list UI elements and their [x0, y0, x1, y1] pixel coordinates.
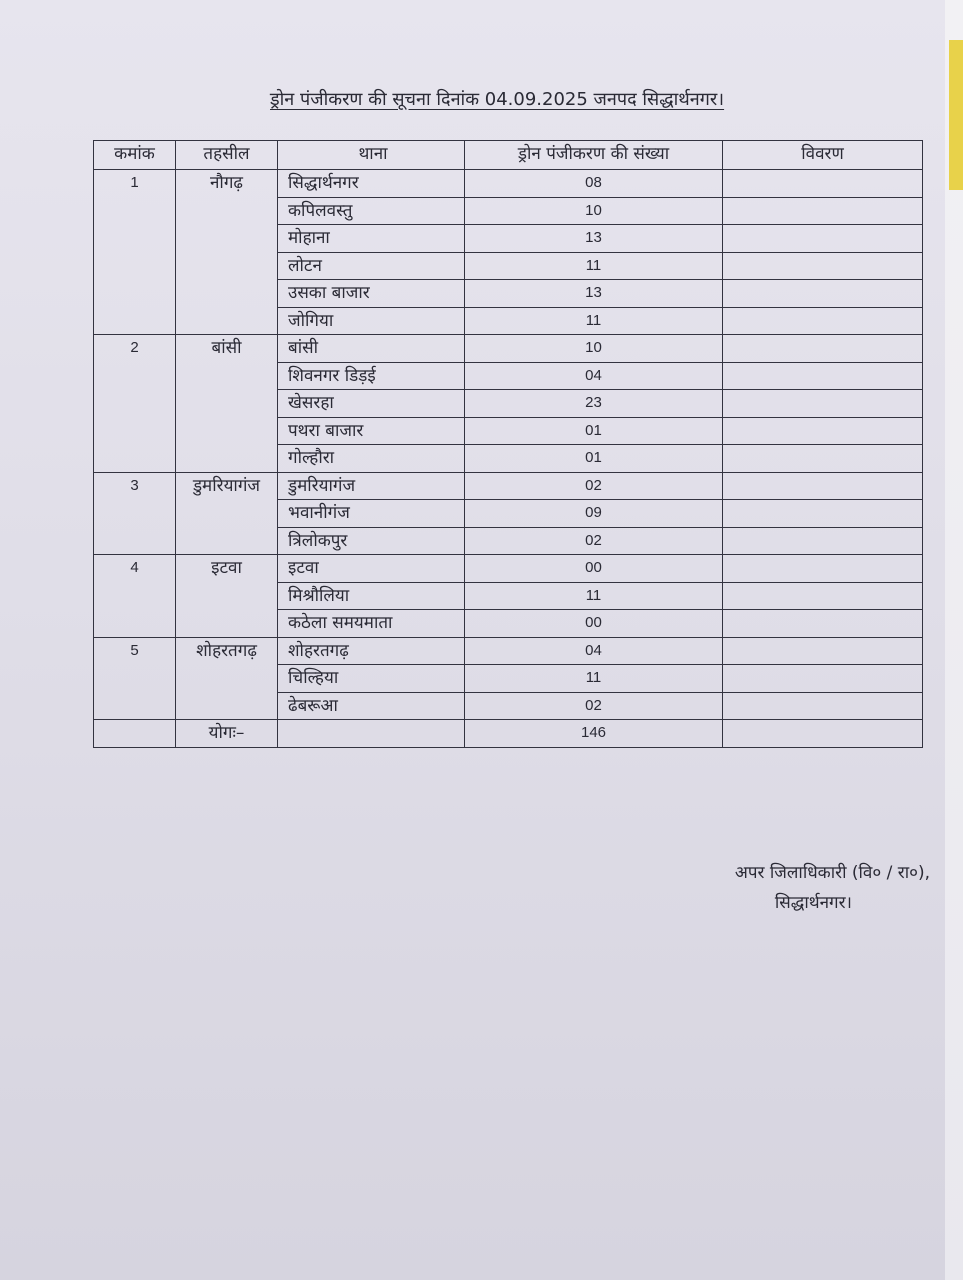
count-cell: 11 [465, 307, 723, 335]
tehsil-cell: नौगढ़ [176, 170, 278, 335]
details-cell [723, 500, 923, 528]
thana-cell: शोहरतगढ़ [278, 637, 465, 665]
total-count-cell: 146 [465, 720, 723, 748]
count-cell: 00 [465, 610, 723, 638]
header-thana: थाना [278, 141, 465, 170]
thana-cell: त्रिलोकपुर [278, 527, 465, 555]
signature-block [690, 858, 930, 918]
thana-cell: लोटन [278, 252, 465, 280]
table-row [94, 555, 923, 583]
serial-cell: 1 [94, 170, 176, 335]
thana-cell: बांसी [278, 335, 465, 363]
count-cell: 10 [465, 197, 723, 225]
count-cell: 23 [465, 390, 723, 418]
count-cell: 02 [465, 472, 723, 500]
table-body [94, 170, 923, 748]
table-row [94, 637, 923, 665]
table-header-row [94, 141, 923, 170]
count-cell: 08 [465, 170, 723, 198]
thana-cell: डुमरियागंज [278, 472, 465, 500]
details-cell [723, 637, 923, 665]
tehsil-cell: इटवा [176, 555, 278, 638]
thana-cell: शिवनगर डिड़ई [278, 362, 465, 390]
page-edge [945, 0, 963, 1280]
count-cell: 04 [465, 362, 723, 390]
serial-cell: 3 [94, 472, 176, 555]
header-count: ड्रोन पंजीकरण की संख्या [465, 141, 723, 170]
thana-cell: गोल्हौरा [278, 445, 465, 473]
count-cell: 11 [465, 252, 723, 280]
thana-cell: कठेला समयमाता [278, 610, 465, 638]
table-row [94, 335, 923, 363]
total-serial-cell [94, 720, 176, 748]
details-cell [723, 417, 923, 445]
signature-designation: अपर जिलाधिकारी (वि० / रा०), [734, 863, 930, 883]
count-cell: 10 [465, 335, 723, 363]
details-cell [723, 472, 923, 500]
header-tehsil: तहसील [176, 141, 278, 170]
total-row [94, 720, 923, 748]
details-cell [723, 335, 923, 363]
details-cell [723, 527, 923, 555]
details-cell [723, 197, 923, 225]
signature-location: सिद्धार्थनगर। [774, 893, 852, 913]
count-cell: 04 [465, 637, 723, 665]
details-cell [723, 555, 923, 583]
details-cell [723, 665, 923, 693]
total-thana-cell [278, 720, 465, 748]
count-cell: 00 [465, 555, 723, 583]
thana-cell: कपिलवस्तु [278, 197, 465, 225]
thana-cell: ढेबरूआ [278, 692, 465, 720]
count-cell: 11 [465, 582, 723, 610]
details-cell [723, 170, 923, 198]
details-cell [723, 280, 923, 308]
count-cell: 01 [465, 445, 723, 473]
table-row [94, 170, 923, 198]
tehsil-cell: बांसी [176, 335, 278, 473]
thana-cell: मिश्रौलिया [278, 582, 465, 610]
count-cell: 13 [465, 225, 723, 253]
serial-cell: 4 [94, 555, 176, 638]
thana-cell: सिद्धार्थनगर [278, 170, 465, 198]
yellow-paper-edge [949, 40, 963, 190]
details-cell [723, 610, 923, 638]
count-cell: 02 [465, 692, 723, 720]
thana-cell: उसका बाजार [278, 280, 465, 308]
details-cell [723, 582, 923, 610]
details-cell [723, 225, 923, 253]
document-title: ड्रोन पंजीकरण की सूचना दिनांक 04.09.2025 जनपद सिद्धार्थनगर। [270, 89, 725, 110]
total-details-cell [723, 720, 923, 748]
count-cell: 01 [465, 417, 723, 445]
details-cell [723, 362, 923, 390]
count-cell: 13 [465, 280, 723, 308]
count-cell: 09 [465, 500, 723, 528]
thana-cell: खेसरहा [278, 390, 465, 418]
table-row [94, 472, 923, 500]
serial-cell: 2 [94, 335, 176, 473]
header-details: विवरण [723, 141, 923, 170]
thana-cell: पथरा बाजार [278, 417, 465, 445]
drone-registration-table [93, 140, 923, 748]
details-cell [723, 390, 923, 418]
registration-table-wrapper [93, 140, 923, 748]
details-cell [723, 307, 923, 335]
details-cell [723, 692, 923, 720]
total-label-cell: योगः– [176, 720, 278, 748]
count-cell: 11 [465, 665, 723, 693]
details-cell [723, 445, 923, 473]
tehsil-cell: शोहरतगढ़ [176, 637, 278, 720]
thana-cell: चिल्हिया [278, 665, 465, 693]
details-cell [723, 252, 923, 280]
header-serial: कमांक [94, 141, 176, 170]
thana-cell: जोगिया [278, 307, 465, 335]
thana-cell: मोहाना [278, 225, 465, 253]
tehsil-cell: डुमरियागंज [176, 472, 278, 555]
thana-cell: भवानीगंज [278, 500, 465, 528]
count-cell: 02 [465, 527, 723, 555]
serial-cell: 5 [94, 637, 176, 720]
thana-cell: इटवा [278, 555, 465, 583]
